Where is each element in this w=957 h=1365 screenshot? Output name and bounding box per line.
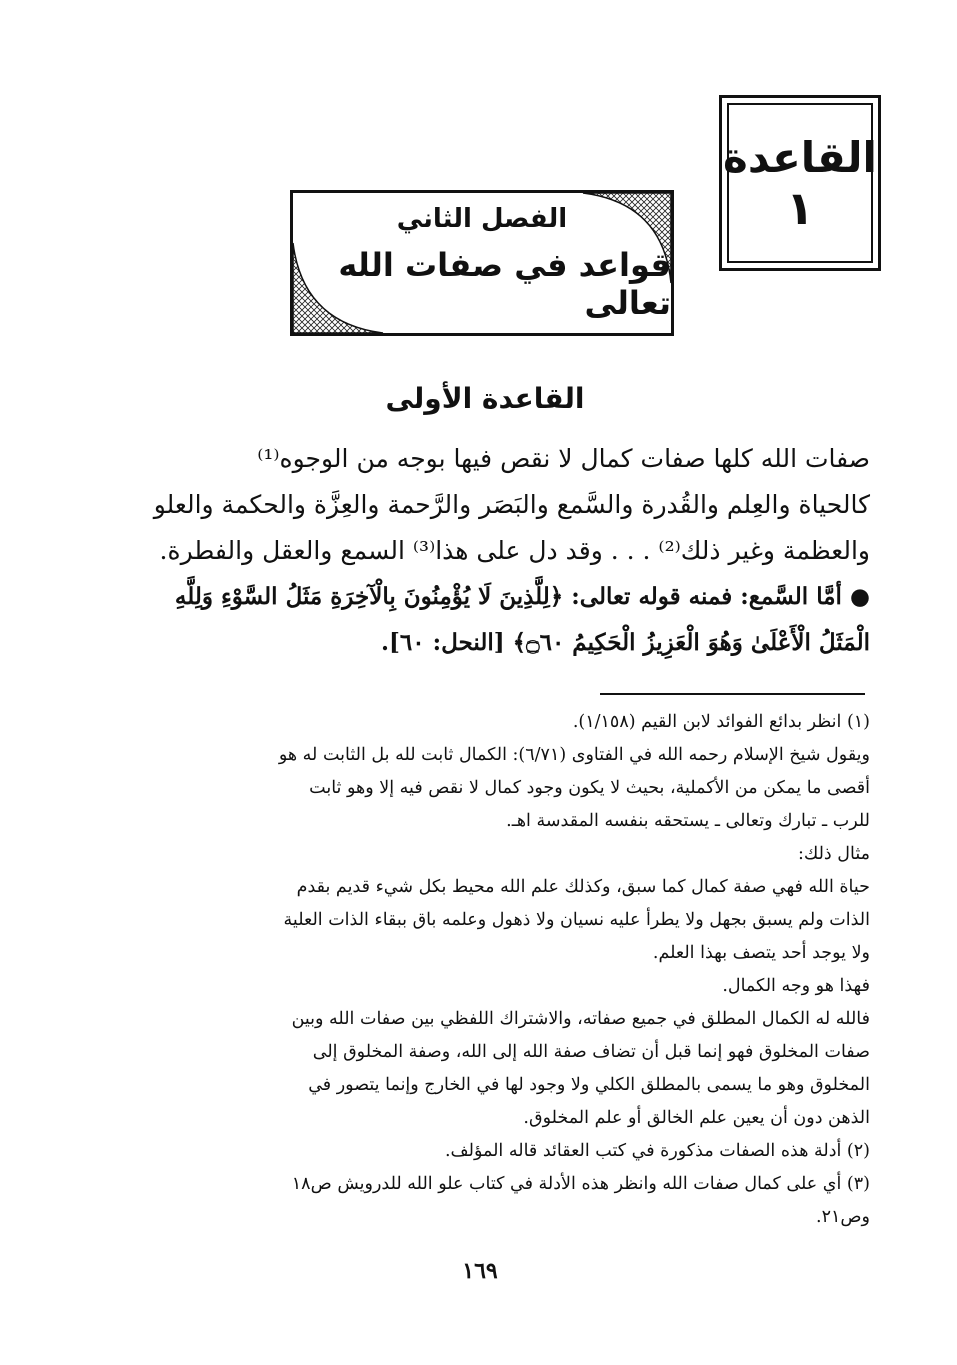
verse-line: الْمَثَلُ الْأَعْلَىٰ وَهُوَ الْعَزِيزُ الْحَكِيمُ ۝٦٠﴾ [النحل: ٦٠]. xyxy=(381,629,870,656)
rule-number-box-inner xyxy=(723,103,877,263)
footnote-line: (٣) أي على كمال صفات الله وانظر هذه الأدلة في كتاب علو الله للدرويش ص١٨ xyxy=(291,1174,870,1194)
footnote-line: ولا يوجد أحد يتصف بهذا العلم. xyxy=(652,943,870,963)
footnote-line: الذات ولم يسبق بجهل ولا يطرأ عليه نسيان ولا ذهول وعلمه باق ببقاء الذات العلية xyxy=(283,910,870,930)
footnote-line: وص٢١. xyxy=(816,1207,870,1227)
chapter-text xyxy=(293,193,671,333)
body-line: والعظمة وغير ذلك⁽²⁾ . . . وقد دل على هذا⁽³⁾ السمع والعقل والفطرة. xyxy=(159,536,870,565)
footnote-line: مثال ذلك: xyxy=(797,844,870,864)
footnote-line: ويقول شيخ الإسلام رحمه الله في الفتاوى (٦/٧١): الكمال ثابت لله بل الثابت له هو xyxy=(278,745,870,765)
footnote-line: (٢) أدلة هذه الصفات مذكورة في كتب العقائد قاله المؤلف. xyxy=(444,1141,870,1161)
verse-line: ● أمَّا السَّمع: فمنه قوله تعالى: ﴿لِلَّذِينَ لَا يُؤْمِنُونَ بِالْآخِرَةِ مَثَلُ السَّوْءِ وَلِلَّهِ xyxy=(174,583,870,610)
body-line: صفات الله كلها صفات كمال لا نقص فيها بوجه من الوجوه⁽¹⁾ xyxy=(257,444,870,473)
chapter-subtitle: قواعد في صفات الله تعالى xyxy=(338,246,671,322)
footnote-line: حياة الله فهي صفة كمال كما سبق، وكذلك علم الله محيط بكل شيء قديم بقدم xyxy=(296,877,870,897)
rule-number-box xyxy=(719,95,881,271)
footnote-line: فالله له الكمال المطلق في جميع صفاته، والاشتراك اللفظي بين صفات الله وبين xyxy=(291,1009,870,1029)
rule-label: القاعدة xyxy=(723,132,877,182)
body-line: كالحياة والعِلم والقُدرة والسَّمع والبَصَر والرَّحمة والعِزَّة والحكمة والعلو xyxy=(153,490,870,519)
footnote-line: (١) انظر بدائع الفوائد لابن القيم (١/١٥٨). xyxy=(572,712,870,732)
footnote-line: المخلوق وهو ما يسمى بالمطلق الكلي ولا وجود لها في الخارج وإنما يتصور في xyxy=(308,1075,870,1095)
rule-number: ١ xyxy=(785,180,815,235)
footnotes xyxy=(105,706,870,1234)
footnote-line: صفات المخلوق فهو إنما قبل أن تضاف صفة الله إلى الله، وصفة المخلوق إلى xyxy=(312,1042,870,1062)
chapter-title-box xyxy=(290,190,674,336)
footnote-separator xyxy=(600,693,865,695)
page-number: ١٦٩ xyxy=(462,1258,498,1284)
footnote-line: أقصى ما يمكن من الأكملية، بحيث لا يكون وجود كمال لا نقص فيه إلا وهو ثابت xyxy=(309,778,870,798)
footnote-line: فهذا هو وجه الكمال. xyxy=(722,976,870,996)
footnote-line: للرب ـ تبارك وتعالى ـ يستحقه بنفسه المقدسة اهـ. xyxy=(506,811,870,831)
chapter-title: الفصل الثاني xyxy=(396,204,568,234)
section-heading: القاعدة الأولى xyxy=(385,382,585,415)
footnote-line: الذهن دون أن يعين علم الخالق أو علم المخلوق. xyxy=(523,1108,870,1128)
main-body xyxy=(110,436,870,666)
